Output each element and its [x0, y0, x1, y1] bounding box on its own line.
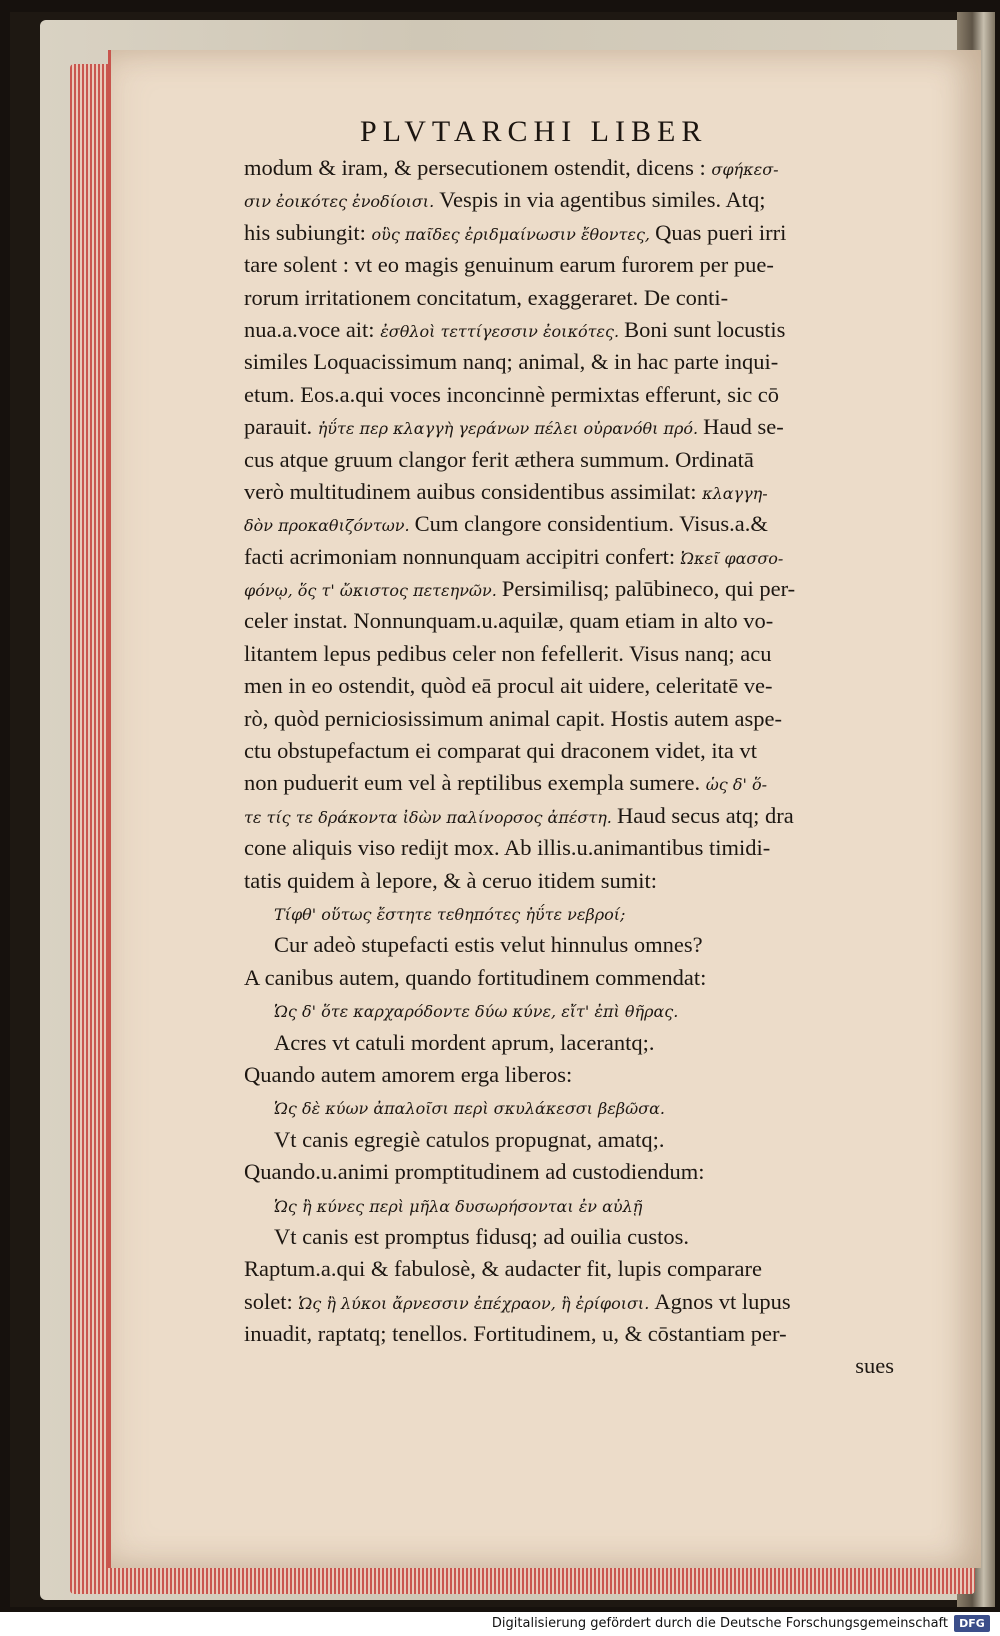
text-line	[244, 184, 894, 216]
dfg-logo: DFG	[954, 1615, 990, 1632]
latin-text: sues	[855, 1353, 894, 1379]
greek-quote: Ὠκεῖ φασσο-	[680, 548, 784, 568]
latin-text: tatis quidem à lepore, & à ceruo itidem sumit:	[244, 867, 658, 893]
latin-text: Vt canis egregiè catulos propugnat, amatq;.	[274, 1126, 665, 1152]
text-line	[244, 541, 894, 573]
text-line	[244, 994, 894, 1026]
latin-text: inuadit, raptatq; tenellos. Fortitudinem, u, & cōstantiam per-	[244, 1321, 787, 1347]
text-line	[244, 476, 894, 508]
text-line	[244, 508, 894, 540]
latin-text: Cum clangore considentium. Visus.a.&	[414, 511, 768, 537]
text-line	[244, 703, 894, 735]
text-line	[244, 217, 894, 249]
greek-quote: Ὡς ἢ λύκοι ἄρνεσσιν ἐπέχραον, ἢ ἐρίφοισι.	[298, 1293, 655, 1313]
latin-text: tare solent : vt eo magis genuinum earum furorem per pue-	[244, 252, 774, 278]
text-line	[244, 1318, 894, 1350]
latin-text: solet:	[244, 1288, 299, 1314]
latin-text: Haud secus atq; dra	[616, 802, 794, 828]
text-line	[244, 573, 894, 605]
greek-quote: ἐσθλοὶ τεττίγεσσιν ἐοικότες.	[380, 321, 625, 341]
text-line	[244, 314, 894, 346]
greek-quote: Τίφθ' οὕτως ἔστητε τεθηπότες ἠΰτε νεβροί;	[274, 904, 626, 924]
latin-text: men in eo ostendit, quòd eā procul ait uidere, celeritatē ve-	[244, 673, 773, 699]
text-line	[244, 832, 894, 864]
latin-text: Cur adeò stupefacti estis velut hinnulus omnes?	[274, 932, 703, 958]
latin-text: similes Loquacissimum nanq; animal, & in hac parte inqui-	[244, 349, 779, 375]
text-line	[244, 897, 894, 929]
text-line	[244, 1286, 894, 1318]
text-line	[244, 735, 894, 767]
text-line	[244, 800, 894, 832]
latin-text: modum & iram, & persecutionem ostendit, dicens :	[244, 155, 712, 180]
latin-text: cus atque gruum clangor ferit æthera summum. Ordinatā	[244, 446, 754, 472]
latin-text: Quando autem amorem erga liberos:	[244, 1061, 573, 1087]
greek-quote: φόνῳ, ὅς τ' ὤκιστος πετεηνῶν.	[244, 581, 502, 601]
greek-quote: οὓς παῖδες ἐριδμαίνωσιν ἔθοντες,	[371, 224, 656, 244]
greek-quote: ἠΰτε περ κλαγγὴ γεράνων πέλει οὐρανόθι πρό.	[317, 419, 704, 439]
text-line	[244, 379, 894, 411]
latin-text: rorum irritationem concitatum, exaggeraret. De conti-	[244, 284, 729, 310]
latin-text: his subiungit:	[244, 219, 372, 245]
latin-text: verò multitudinem auibus considentibus assimilat:	[244, 478, 703, 504]
text-line	[244, 1091, 894, 1123]
text-line	[244, 865, 894, 897]
latin-text: Acres vt catuli mordent aprum, lacerantq;.	[274, 1029, 655, 1055]
text-line	[244, 605, 894, 637]
funding-notice: Digitalisierung gefördert durch die Deutsche Forschungsgemeinschaft	[491, 1616, 948, 1631]
text-line	[244, 1350, 894, 1382]
text-line	[244, 1189, 894, 1221]
text-line	[244, 411, 894, 443]
running-head: PLVTARCHI LIBER	[360, 115, 708, 148]
latin-text: etum. Eos.a.qui voces inconcinnè permixtas efferunt, sic cō	[244, 381, 780, 407]
latin-text: A canibus autem, quando fortitudinem commendat:	[244, 964, 707, 990]
text-line	[244, 282, 894, 314]
latin-text: cone aliquis viso redijt mox. Ab illis.u.animantibus timidi-	[244, 835, 771, 861]
latin-text: Vt canis est promptus fidusq; ad ouilia custos.	[274, 1223, 689, 1249]
latin-text: Quas pueri irri	[655, 219, 787, 245]
text-line	[244, 346, 894, 378]
greek-quote: δὸν προκαθιζόντων.	[244, 516, 415, 536]
text-line	[244, 638, 894, 670]
text-line	[244, 767, 894, 799]
latin-text: rò, quòd perniciosissimum animal capit. Hostis autem aspe-	[244, 705, 783, 731]
text-line	[244, 152, 894, 184]
text-line	[244, 1124, 894, 1156]
text-line	[244, 1221, 894, 1253]
latin-text: ctu obstupefactum ei comparat qui draconem videt, ita vt	[244, 738, 757, 764]
text-line	[244, 1059, 894, 1091]
page-text	[244, 152, 894, 1383]
latin-text: non puduerit eum vel à reptilibus exempla sumere.	[244, 770, 706, 796]
text-line	[244, 1253, 894, 1285]
greek-quote: Ὡς ἢ κύνες περὶ μῆλα δυσωρήσονται ἐν αὐλῇ	[274, 1196, 643, 1216]
greek-quote: Ὡς δὲ κύων ἀπαλοῖσι περὶ σκυλάκεσσι βεβῶσα.	[274, 1099, 665, 1119]
latin-text: nua.a.voce ait:	[244, 316, 381, 342]
greek-quote: τε τίς τε δράκοντα ἰδὼν παλίνορσος ἀπέστη.	[244, 807, 617, 827]
greek-quote: σιν ἐοικότες ἐνοδίοισι.	[244, 192, 440, 212]
footer-bar	[0, 1612, 1000, 1636]
latin-text: Boni sunt locustis	[624, 316, 786, 342]
text-line	[244, 1156, 894, 1188]
text-line	[244, 1027, 894, 1059]
latin-text: Vespis in via agentibus similes. Atq;	[439, 187, 766, 213]
latin-text: celer instat. Nonnunquam.u.aquilæ, quam etiam in alto vo-	[244, 608, 774, 634]
latin-text: Persimilisq; palūbineco, qui per-	[501, 576, 796, 602]
greek-quote: Ὡς δ' ὅτε καρχαρόδοντε δύω κύνε, εἴτ' ἐπὶ θῆρας.	[274, 1002, 679, 1022]
text-line	[244, 929, 894, 961]
text-line	[244, 962, 894, 994]
latin-text: facti acrimoniam nonnunquam accipitri confert:	[244, 543, 681, 569]
latin-text: Haud se-	[703, 414, 784, 440]
latin-text: Raptum.a.qui & fabulosè, & audacter fit, lupis comparare	[244, 1256, 762, 1282]
greek-quote: σφήκεσ-	[711, 160, 779, 179]
text-line	[244, 249, 894, 281]
latin-text: parauit.	[244, 414, 318, 440]
latin-text: Agnos vt lupus	[654, 1288, 791, 1314]
latin-text: litantem lepus pedibus celer non fefellerit. Visus nanq; acu	[244, 640, 772, 666]
text-line	[244, 670, 894, 702]
latin-text: Quando.u.animi promptitudinem ad custodiendum:	[244, 1159, 705, 1185]
greek-quote: ὡς δ' ὅ-	[705, 775, 767, 795]
greek-quote: κλαγγη-	[702, 483, 768, 503]
text-line	[244, 444, 894, 476]
